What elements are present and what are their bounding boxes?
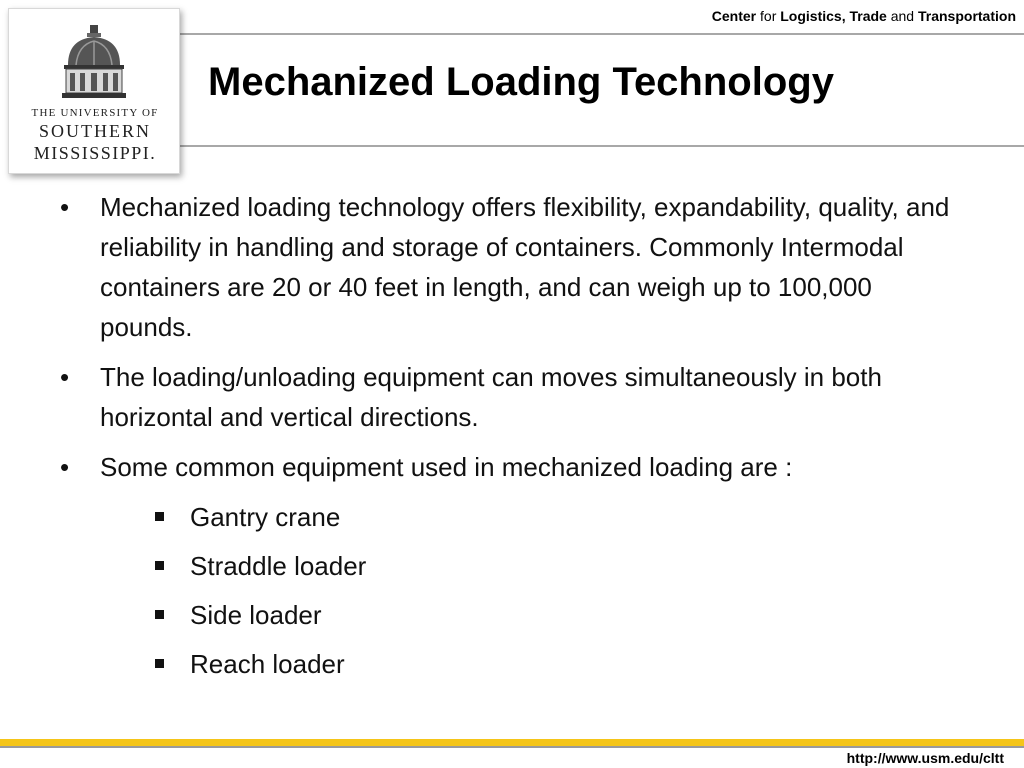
- square-bullet-icon: [155, 659, 164, 668]
- sub-list-item: [60, 546, 950, 586]
- square-bullet-icon: [155, 610, 164, 619]
- sub-item-text: Reach loader: [190, 649, 345, 679]
- bullet-item: [60, 357, 950, 437]
- bullet-list: [60, 187, 950, 693]
- org-transportation: Transportation: [917, 8, 1016, 24]
- sub-list-container: [60, 497, 950, 684]
- sub-list-item: [60, 497, 950, 537]
- org-and: and: [890, 8, 915, 24]
- bullet-marker: •: [60, 362, 70, 392]
- square-bullet-icon: [155, 561, 164, 570]
- bullet-marker: •: [60, 192, 70, 222]
- bullet-marker: •: [60, 452, 70, 482]
- sub-item-text: Gantry crane: [190, 502, 341, 532]
- org-logistics-trade: Logistics, Trade: [780, 8, 887, 24]
- footer-gray-rule: [0, 746, 1024, 748]
- logo-text-line-1: THE UNIVERSITY OF: [31, 107, 159, 119]
- logo-text-line-2: SOUTHERN: [38, 121, 151, 141]
- slide-title: Mechanized Loading Technology: [208, 60, 834, 104]
- bullet-item: [60, 447, 950, 487]
- header-bottom-rule: [180, 145, 1024, 147]
- org-for: for: [760, 8, 777, 24]
- footer-url-link[interactable]: http://www.usm.edu/cltt: [846, 750, 1004, 766]
- sub-list-item: [60, 595, 950, 635]
- dome-icon: [54, 23, 134, 103]
- organization-name: [712, 8, 1016, 24]
- sub-item-text: Straddle loader: [190, 551, 367, 581]
- bullet-text: Some common equipment used in mechanized loading are :: [100, 452, 793, 482]
- sub-item-text: Side loader: [190, 600, 322, 630]
- bullet-item: [60, 187, 950, 347]
- logo-text-line-3: MISSISSIPPI.: [33, 143, 157, 163]
- equipment-sub-list: [60, 497, 950, 684]
- header-top-rule: [180, 33, 1024, 35]
- bullet-text: Mechanized loading technology offers flexibility, expandability, quality, and reliability in handling and storage of containers. Commonly Intermodal containers are 20 or 40 feet in length, and can weigh up to 100,000 pounds.: [100, 192, 950, 342]
- university-logo: [8, 8, 180, 174]
- sub-list-item: [60, 644, 950, 684]
- bullet-text: The loading/unloading equipment can moves simultaneously in both horizontal and vertical directions.: [100, 362, 882, 432]
- footer-gold-rule: [0, 739, 1024, 746]
- org-center: Center: [711, 8, 757, 24]
- square-bullet-icon: [155, 512, 164, 521]
